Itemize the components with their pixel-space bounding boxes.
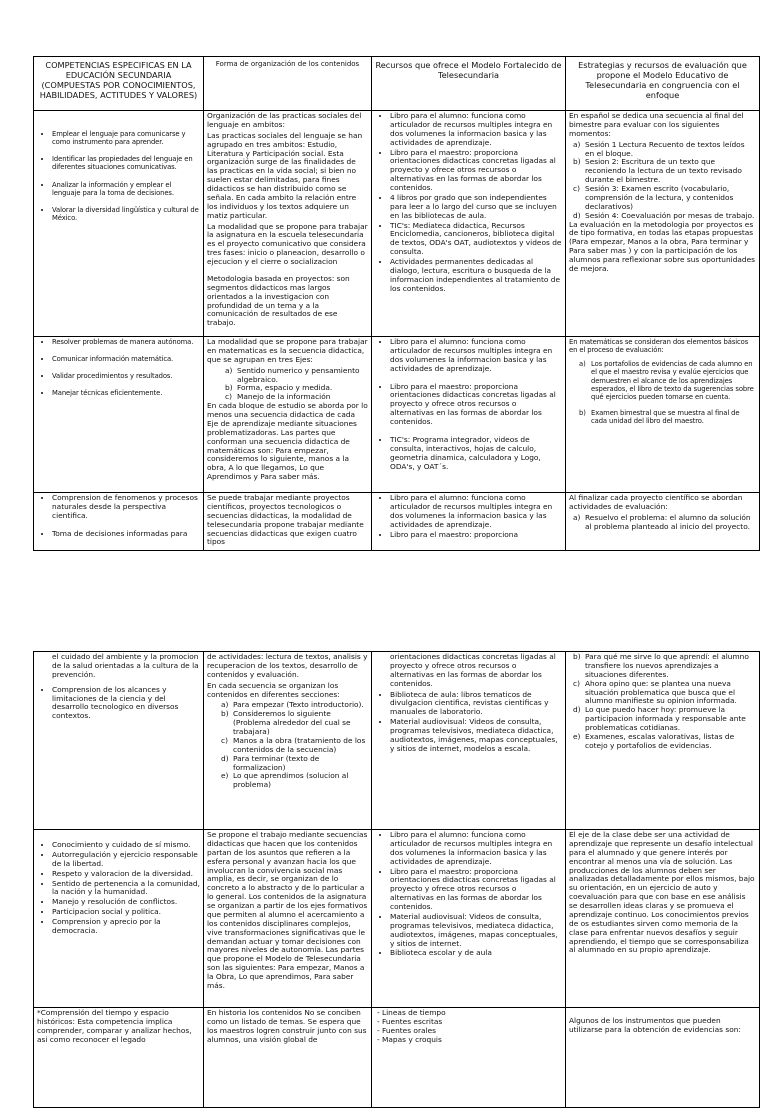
paragraph: La evaluación en la metodologia por proyectos es de tipo formativa, en todas las etapas propuestas (Para empezar, Manos a la obra, Para terminar y Para saber mas ) y con la participación de los alumnos para reflexionar sobre sus oportunidades de mejora. — [569, 219, 756, 273]
list-item: • Toma de decisiones informadas para — [52, 530, 200, 539]
list-item: • Resolver problemas de manera autónoma. — [52, 338, 200, 346]
list-item: • Libro para el alumno: funciona como articulador de recursos multiples integra en dos volumenes la informacion basica y las actividades de aprendizaje. — [390, 112, 562, 148]
paragraph: de actividades: lectura de textos, analisis y recuperacion de los textos, desarrollo de contenidos y evaluación. — [207, 652, 368, 679]
competencias-cell — [34, 1008, 204, 1108]
list-item: c) Manos a la obra (tratamiento de los contenidos de la secuencia) — [221, 735, 366, 754]
paragraph: La modalidad que se propone para trabajar la asignatura en la escuela telesecundaria es el proyecto comunicativo que considera tres fases: inicio o planeacion, desarrollo o ejecucion y el cierre o socializacion — [207, 221, 368, 266]
paragraph: Se puede trabajar mediante proyectos científicos, proyectos tecnologicos o secuencias didacticas, la modalidad de telesecundaria propone trabajar mediante secuencias didacticas que exigen cuatro tipos — [207, 493, 364, 547]
list-item: • Comunicar información matemática. — [52, 355, 200, 363]
list-item: b) Examen bimestral que se muestra al final de cada unidad del libro del maestro. — [579, 409, 740, 426]
paragraph: En español se dedica una secuencia al final del bimestre para evaluar con los siguientes momentos: — [569, 111, 744, 138]
recursos-cell — [372, 111, 566, 337]
organizacion-cell — [204, 493, 372, 551]
table-row — [34, 652, 760, 830]
list-item: • Respeto y valoracion de la diversidad. — [52, 870, 200, 879]
list-item: • Libro para el maestro: proporciona orientaciones didacticas concretas ligadas al proyecto y ofrece otros recursos o alternativas en las formas de abordar los contenidos. — [390, 149, 562, 193]
competencias-cell — [34, 337, 204, 493]
recursos-cell — [372, 1008, 566, 1108]
paragraph: Las practicas sociales del lenguaje se han agrupado en tres ambitos: Estudio, Literatura y Participación social. Esta organización surge de las finalidades de las practicas en la vida social; si bien no suelen estar delimitadas, para fines didacticos se han distribuido como se señala. En cada ambito la relación entre los individuos y los textos adquiere un matiz particular. — [207, 130, 363, 220]
list-item: • Analizar la información y emplear el lenguaje para la toma de decisiones. — [52, 181, 200, 197]
list-item: • TIC's: Programa integrador, videos de consulta, interactivos, hojas de calculo, geometria dinamica, calculadora y Logo, ODA's, y OAT´s. — [390, 436, 562, 472]
list-item: • Libro para el alumno: funciona como articulador de recursos multiples integra en dos volumenes la informacion basica y las actividades de aprendizaje. — [390, 338, 562, 374]
list-item: • Comprension y aprecio por la democracia. — [52, 918, 200, 936]
list-item: a) Para empezar (Texto introductorio). — [221, 700, 364, 710]
list-item: a) Los portafolios de evidencias de cada alumno en el que el maestro revisa y evalúe ejercicios que demuestren el alcance de los aprendizajes esperados, el libro de texto da sugerencias sobre qué ejercicios pueden tomarse en cuenta. — [579, 360, 754, 401]
list-item: d) Para terminar (texto de formalizacion) — [221, 753, 320, 772]
evaluacion-cell — [566, 111, 760, 337]
list-item: c) Ahora opino que: se plantea una nueva situación problematica que busca que el alumno manifieste su opinion informada. — [573, 678, 737, 706]
organizacion-cell — [204, 111, 372, 337]
evaluacion-cell — [566, 1008, 760, 1108]
list-item: • Emplear el lenguaje para comunicarse y como instrumento para aprender. — [52, 130, 200, 146]
paragraph: En cada bloque de estudio se aborda por lo menos una secuencia didactica de cada Eje de aprendizaje mediante situaciones problematizadoras. Las partes que conforman una secuencia didactica de matemáticas son: Para empezar, consideremos lo siguiente, manos a la obra, A lo que llegamos, Lo que Aprendimos y Para saber más. — [207, 401, 368, 482]
list-item: a) Sentido numerico y pensamiento algebraico. — [225, 365, 360, 384]
paragraph: Se propone el trabajo mediante secuencias didacticas que hacen que los contenidos partan de los asuntos que refieren a la esfera personal y avanzan hacia los que involucran la convivencia social mas amplia, es decir, se organizan de lo concreto a lo abstracto y de lo particular a lo general. Los contenidos de la asignatura se organizan a partir de los ejes formativos que permiten al alumno el acercamiento a los contenidos disciplinares complejos, vive transformaciones significativas que le demandan actuar y tomar decisiones con mayores niveles de autonomía. Las partes que propone el Modelo de Telesecundaria son las siguientes: Para empezar, Manos a la Obra, Lo que aprendimos, Para saber más. — [207, 830, 368, 990]
header-evaluacion: Estrategias y recursos de evaluación que propone el Modelo Educativo de Telesecundaria en congruencia con el enfoque — [566, 57, 760, 111]
list-item: • Libro para el maestro: proporciona orientaciones didacticas concretas ligadas al proyecto y ofrece otros recursos o alternativas en las formas de abordar los contenidos. — [390, 383, 562, 427]
list-item: • Libro para el alumno: funciona como articulador de recursos multiples integra en dos volumenes la informacion basica y las actividades de aprendizaje. — [390, 494, 562, 530]
list-item: - Fuentes orales — [377, 1025, 436, 1035]
list-item: • Libro para el maestro: proporciona orientaciones didacticas concretas ligadas al proyecto y ofrece otros recursos o alternativas en las formas de abordar los contenidos. — [390, 868, 562, 912]
list-item: - Mapas y croquis — [377, 1034, 442, 1044]
list-item: b) Para qué me sirve lo que aprendí: el alumno transfiere los nuevos aprendizajes a situaciones diferentes. — [573, 652, 749, 679]
paragraph: Organización de las practicas sociales del lenguaje en ambitos: — [207, 111, 362, 129]
paragraph: En historia los contenidos No se conciben como un listado de temas. Se espera que los maestros logren construir junto con sus alumnos, una visión global de — [207, 1008, 367, 1044]
header-organizacion: Forma de organización de los contenidos — [204, 57, 372, 111]
header-row — [34, 57, 760, 111]
table-row — [34, 337, 760, 493]
header-recursos: Recursos que ofrece el Modelo Fortalecido de Telesecundaria — [372, 57, 566, 111]
recursos-cell — [372, 830, 566, 1008]
list-item: a) Sesión 1 Lectura Recuento de textos leídos en el bloque. — [573, 139, 745, 158]
list-item: • Conocimiento y cuidado de sí mismo. — [52, 841, 200, 850]
paragraph: En cada secuencia se organizan los contenidos en diferentes secciones: — [207, 680, 340, 699]
organizacion-cell — [204, 652, 372, 830]
paragraph: orientaciones didacticas concretas ligadas al proyecto y ofrece otros recursos o alternativas en las formas de abordar los contenidos. — [390, 652, 556, 688]
list-item: • Comprension de los alcances y limitaciones de la ciencia y del desarrollo tecnologico en diversos contextos. — [52, 686, 200, 722]
paragraph: Metodologia basada en proyectos: son segmentos didacticos mas largos orientados a la investigacion con profundidad de un tema y a la comunicación de resultados de ese trabajo. — [207, 273, 350, 328]
list-item: • Participacion social y politica. — [52, 908, 200, 917]
list-item: b) Forma, espacio y medida. — [225, 383, 333, 393]
list-item: b) Consideremos lo siguiente (Problema alrededor del cual se trabajara) — [221, 709, 351, 736]
list-item: • Material audiovisual: Videos de consulta, programas televisivos, mediateca didactica, audiotextos, imágenes, mapas conceptuales, y sitios de internet. — [390, 913, 562, 949]
paragraph: La modalidad que se propone para trabajar en matematicas es la secuencia didactica, que se agrupan en tres Ejes: — [207, 337, 368, 364]
table-row — [34, 493, 760, 551]
list-item: a) Resuelvo el problema: el alumno da solución al problema planteado al inicio del proyecto. — [573, 512, 751, 531]
paragraph: *Comprensión del tiempo y espacio históricos: Esta competencia implica comprender, comparar y analizar hechos, asi como reconocer el legado — [37, 1008, 192, 1044]
list-item: • Biblioteca de aula: libros tematicos de divulgacion cientifica, revistas cientificas y manuales de laboratorio. — [390, 691, 562, 718]
organizacion-cell — [204, 830, 372, 1008]
paragraph: En matemáticas se consideran dos elementos básicos en el proceso de evaluación: — [569, 338, 749, 355]
table-row — [34, 1008, 760, 1108]
list-item: • Material audiovisual: Videos de consulta, programas televisivos, mediateca didactica, audiotextos, imágenes, mapas conceptuales, y sitios de internet, modelos a escala. — [390, 718, 562, 754]
list-item: b) Sesion 2: Escritura de un texto que reconiendo la lectura de un texto revisado durante el bimestre. — [573, 157, 742, 185]
list-item: • Valorar la diversidad lingüística y cultural de México. — [52, 206, 200, 222]
recursos-cell — [372, 337, 566, 493]
competencias-cell — [34, 652, 204, 830]
competencias-cell — [34, 830, 204, 1008]
list-item: - Fuentes escritas — [377, 1016, 443, 1026]
list-item: • Comprension de fenomenos y procesos naturales desde la perspectiva cientifica. — [52, 494, 200, 521]
evaluacion-cell — [566, 337, 760, 493]
organizacion-cell — [204, 337, 372, 493]
list-item: • Actividades permanentes dedicadas al dialogo, lectura, escritura o busqueda de la informacion independientes al tratamiento de los contenidos. — [390, 258, 562, 294]
recursos-cell — [372, 652, 566, 830]
list-item: • Libro para el maestro: proporciona — [390, 531, 562, 540]
list-item: • Biblioteca escolar y de aula — [390, 949, 562, 958]
list-item: • Autorregulación y ejercicio responsable de la libertad. — [52, 851, 200, 869]
list-item: e) Lo que aprendimos (solucion al problema) — [221, 771, 349, 790]
paragraph: el cuidado del ambiente y la promocion de la salud orientadas a la cultura de la prevención. — [52, 652, 199, 679]
list-item: • TIC's: Mediateca didactica, Recursos Enciclomedia, cancioneros, biblioteca digital de textos, ODA's OAT, audiotextos y videos de consulta. — [390, 222, 562, 258]
paragraph: El eje de la clase debe ser una actividad de aprendizaje que represente un desafío intelectual para el alumnado y que genere interés por encontrar al menos una vía de solución. Las producciones de los alumnos deben ser analizadas detalladamente por ellos mismos, bajo su orientación, en un ejercicio de auto y coevaluación para que con base en ese análisis se desarrollen ideas claras y se promueva el aprendizaje continuo. Los conocimientos previos de os estudiantes sirven como memoria de la clase para enfrentar nuevos desafíos y seguir aprendiendo, el tiempo que se corresponsabiliza al alumnado en su propio aprendizaje. — [569, 830, 755, 955]
competencias-cell — [34, 493, 204, 551]
evaluacion-cell — [566, 652, 760, 830]
list-item: d) Sesión 4: Coevaluación por mesas de trabajo. — [573, 210, 755, 220]
list-item: c) Manejo de la información — [225, 392, 331, 402]
evaluacion-cell — [566, 493, 760, 551]
list-item: - Lineas de tiempo — [377, 1008, 446, 1017]
list-item: • Manejar técnicas eficientemente. — [52, 389, 200, 397]
table-row — [34, 111, 760, 337]
list-item: • 4 libros por grado que son independientes para leer a lo largo del curso que se incluyen en las bibliotecas de aula. — [390, 194, 562, 221]
list-item: c) Sesión 3: Examen escrito (vocabulario, comprensión de la lectura, y contenidos declarativos) — [573, 184, 734, 211]
table-row — [34, 830, 760, 1008]
competencias-table-page-2 — [33, 651, 760, 1108]
header-competencias: COMPETENCIAS ESPECIFICAS EN LA EDUCACIÓN SECUNDARIA (COMPUESTAS POR CONOCIMIENTOS, HABILIDADES, ACTITUDES Y VALORES) — [34, 57, 204, 111]
competencias-cell — [34, 111, 204, 337]
list-item: • Libro para el alumno: funciona como articulador de recursos multiples integra en dos volumenes la informacion basica y las actividades de aprendizaje. — [390, 831, 562, 867]
list-item: d) Lo que puedo hacer hoy: promueve la participacion informada y responsable ante problematicas cotidianas. — [573, 705, 746, 732]
organizacion-cell — [204, 1008, 372, 1108]
list-item: e) Examenes, escalas valorativas, listas de cotejo y portafolios de evidencias. — [573, 731, 735, 750]
list-item: • Manejo y resolución de conflictos. — [52, 898, 200, 907]
evaluacion-cell — [566, 830, 760, 1008]
list-item: • Sentido de pertenencia a la comunidad, la nación y la humanidad. — [52, 880, 200, 898]
paragraph: Algunos de los instrumentos que pueden utilizarse para la obtención de evidencias son: — [569, 1016, 741, 1034]
recursos-cell — [372, 493, 566, 551]
list-item: • Identificar las propiedades del lenguaje en diferentes situaciones comunicativas. — [52, 155, 200, 171]
list-item: • Validar procedimientos y resultados. — [52, 372, 200, 380]
competencias-table-page-1 — [33, 56, 760, 551]
paragraph: Al finalizar cada proyecto científico se abordan actividades de evaluación: — [569, 493, 743, 511]
